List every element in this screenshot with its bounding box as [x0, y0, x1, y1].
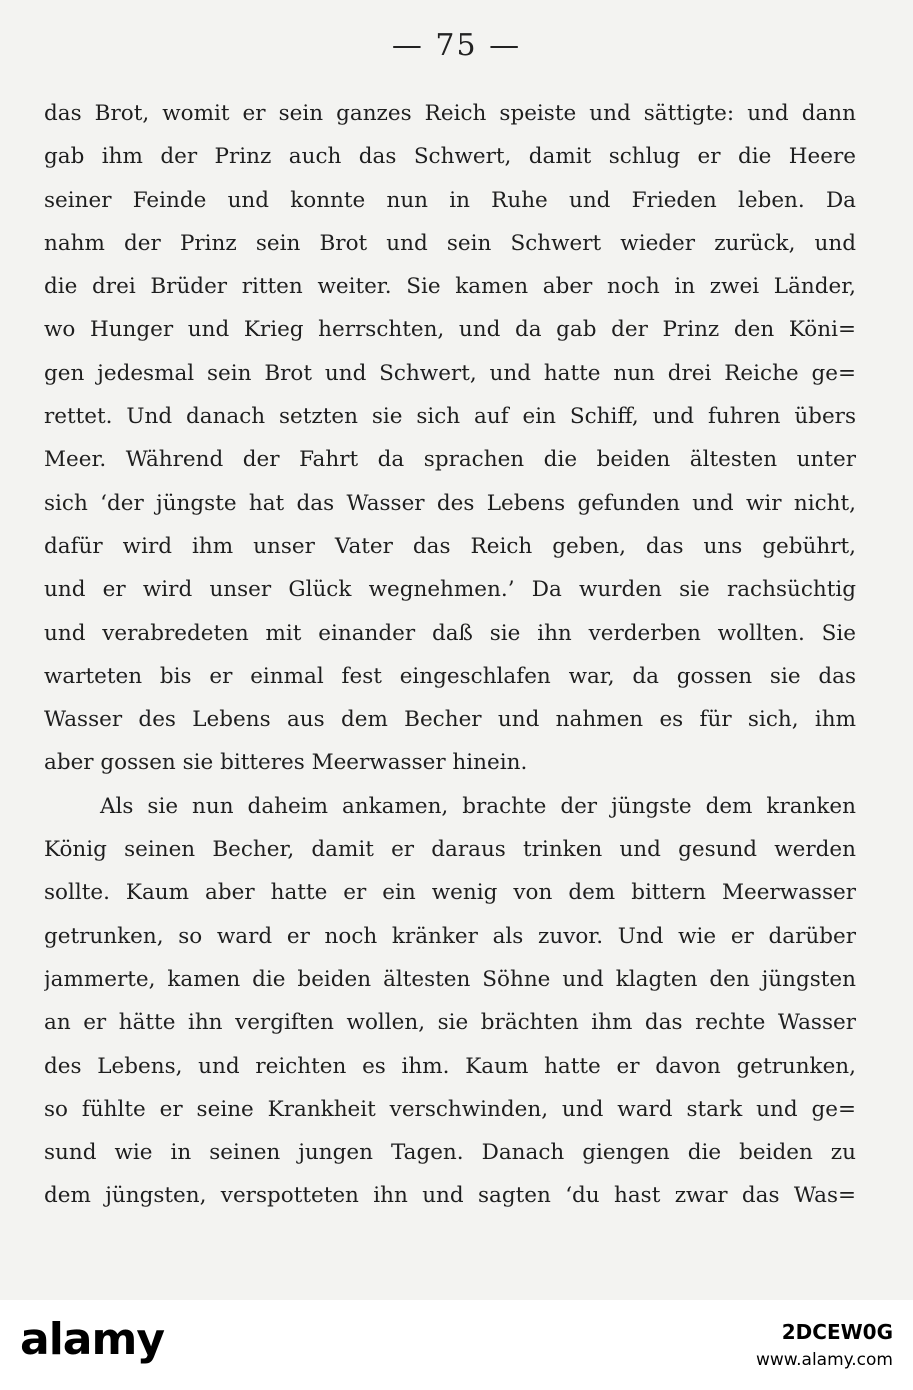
text-line: und verabredeten mit einander daß sie ihn verderben wollten. Sie [44, 620, 856, 646]
text-line: sich ‘der jüngste hat das Wasser des Lebens gefunden und wir nicht, [44, 490, 856, 516]
text-line: König seinen Becher, damit er daraus trinken und gesund werden [44, 837, 856, 863]
text-line: die drei Brüder ritten weiter. Sie kamen aber noch in zwei Länder, [44, 274, 856, 300]
watermark-footer [0, 1300, 913, 1390]
text-line: wo Hunger und Krieg herrschten, und da gab der Prinz den Köni= [44, 317, 856, 343]
text-line: das Brot, womit er sein ganzes Reich speiste und sättigte: und dann [44, 101, 856, 126]
text-line: getrunken, so ward er noch kränker als zuvor. Und wie er darüber [44, 923, 856, 949]
text-line: seiner Feinde und konnte nun in Ruhe und Frieden leben. Da [44, 187, 856, 213]
text-line: gab ihm der Prinz auch das Schwert, damit schlug er die Heere [44, 144, 856, 170]
body-text [44, 92, 856, 1218]
text-line: Meer. Während der Fahrt da sprachen die beiden ältesten unter [44, 447, 856, 473]
text-line: jammerte, kamen die beiden ältesten Söhne und klagten den jüngsten [44, 966, 856, 992]
text-line: sollte. Kaum aber hatte er ein wenig von dem bittern Meerwasser [44, 880, 856, 906]
page-number: — 75 — [391, 28, 522, 63]
paragraph-start-line: Als sie nun daheim ankamen, brachte der jüngste dem kranken [100, 793, 856, 819]
site-url: www.alamy.com [755, 1350, 893, 1370]
image-id: 2DCEW0G [781, 1320, 893, 1344]
text-line: warteten bis er einmal fest eingeschlafen war, da gossen sie das [44, 663, 856, 689]
text-line: so fühlte er seine Krankheit verschwinden, und ward stark und ge= [44, 1096, 856, 1122]
text-line: dem jüngsten, verspotteten ihn und sagten ‘du hast zwar das Was= [44, 1183, 856, 1209]
text-line: dafür wird ihm unser Vater das Reich geben, das uns gebührt, [44, 533, 856, 559]
brand-logo: alamy [20, 1314, 164, 1365]
text-line: des Lebens, und reichten es ihm. Kaum hatte er davon getrunken, [44, 1053, 856, 1079]
text-line: Wasser des Lebens aus dem Becher und nahmen es für sich, ihm [44, 707, 856, 733]
text-line: an er hätte ihn vergiften wollen, sie brächten ihm das rechte Wasser [44, 1010, 856, 1036]
text-line: gen jedesmal sein Brot und Schwert, und hatte nun drei Reiche ge= [44, 360, 856, 386]
text-line: rettet. Und danach setzten sie sich auf ein Schiff, und fuhren übers [44, 404, 856, 430]
text-line: sund wie in seinen jungen Tagen. Danach giengen die beiden zu [44, 1140, 856, 1166]
text-line: und er wird unser Glück wegnehmen.’ Da wurden sie rachsüchtig [44, 577, 856, 603]
text-line: nahm der Prinz sein Brot und sein Schwert wieder zurück, und [44, 230, 856, 256]
paragraph-end-line: aber gossen sie bitteres Meerwasser hinein. [44, 750, 528, 776]
